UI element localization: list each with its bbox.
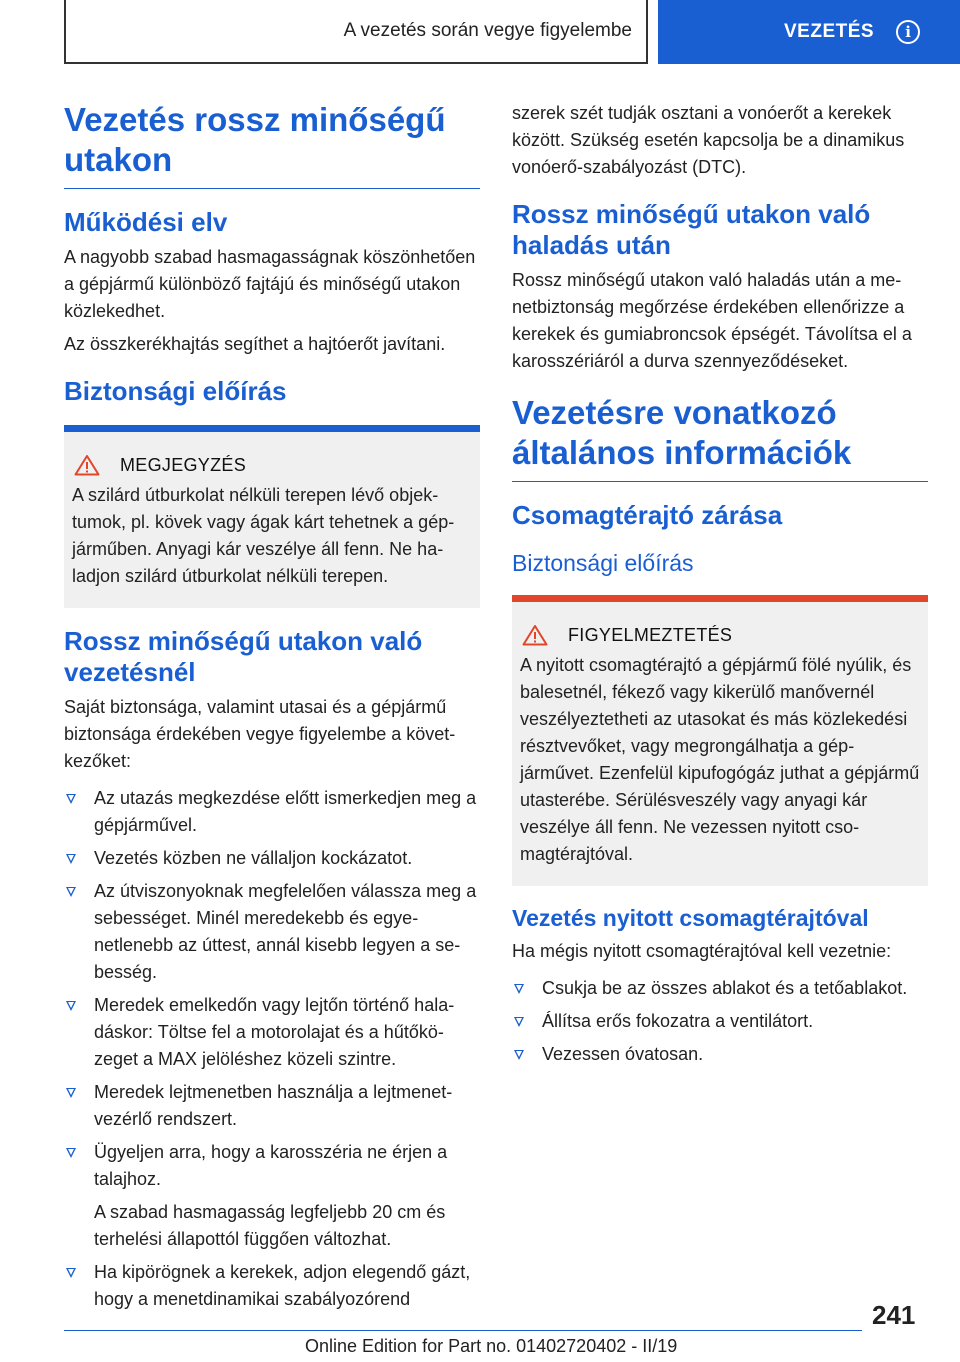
list-item: Meredek lejtmenetben használja a lejtmenetvezérlő rendszert. (64, 1079, 480, 1133)
paragraph-safety-intro: Saját biztonsága, valamint utasai és a gépjármű biztonsága érdekében vegye figyelembe a következőket: (64, 697, 456, 771)
notice-text: A szilárd útburkolat nélküli terepen lévő objektumok, pl. kövek vagy ágak kárt tehetnek a gépjárműben. Anyagi kár veszélye áll fenn. Ne haladjon szilárd útburkolat nélküli terepen. (72, 485, 455, 586)
paragraph-continued: szerek szét tudják osztani a vonóerőt a kerekek között. Szükség esetén kapcsolja be a dinamikus vonóerő-szabályozást (DTC). (512, 103, 905, 177)
heading-closing-tailgate: Csomagtérajtó zárása (512, 500, 783, 530)
list-item: Az utazás megkezdése előtt ismerkedjen meg a gépjárművel. (64, 785, 480, 839)
bullet-triangle-icon (66, 854, 76, 864)
info-icon[interactable]: i (896, 20, 920, 44)
bullet-triangle-icon (514, 984, 524, 994)
list-item: Ha kipörögnek a kerekek, adjon elegendő gázt, hogy a menetdinamikai szabályozórend (64, 1259, 480, 1313)
list-item: Állítsa erős fokozatra a ventilátort. (512, 1008, 928, 1035)
list-item: Csukja be az összes ablakot és a tetőablakot. (512, 975, 928, 1002)
bullet-triangle-icon (66, 1001, 76, 1011)
heading-driving-rough-roads: Rossz minőségű utakon való vezetésnél (64, 626, 423, 687)
list-item: Ügyeljen arra, hogy a karosszéria ne érjen a talajhoz. A szabad hasmagasság legfeljebb 20 cm és terhelési állapottól függően változhat. (64, 1139, 480, 1253)
notice-box (64, 425, 480, 608)
warning-text: A nyitott csomagtérajtó a gépjármű fölé nyúlik, és balesetnél, fékező vagy kikerülő manővernél veszélyeztetheti az utasokat és más közlekedési résztvevőket, vagy megrongálhatja a gépjárművet. Ezenfelül kipufogógáz juthat a gépjármű utasterébe. Sérülésveszély vagy anyagi kár veszélye áll fenn. Ne vezessen nyitott csomagtérajtóval. (520, 655, 920, 864)
left-column (64, 100, 480, 1319)
bullet-triangle-icon (66, 1088, 76, 1098)
warning-triangle-icon (522, 624, 548, 646)
footer-divider (64, 1330, 862, 1331)
paragraph-ground-clearance: A nagyobb szabad hasmagasságnak köszönhetően a gépjármű különböző fajtájú és minőségű utakon közlekedhet. (64, 247, 476, 321)
paragraph-after-rough-roads: Rossz minőségű utakon való haladás után a menetbiztonság megőrzése érdekében ellenőrizze a kerekek és gumiabroncsok épségét. Távolítsa el a karosszériáról a durva szennyeződéseket. (512, 270, 912, 371)
heading-operating-principle: Működési elv (64, 207, 228, 237)
list-item: Vezessen óvatosan. (512, 1041, 928, 1068)
subheading-open-tailgate: Vezetés nyitott csomagtérajtóval (512, 905, 869, 931)
right-column (512, 100, 928, 1074)
list-item: Vezetés közben ne vállaljon kockázatot. (64, 845, 480, 872)
heading-after-rough-roads: Rossz minőségű utakon való haladás után (512, 199, 871, 260)
bullet-triangle-icon (514, 1050, 524, 1060)
bullet-triangle-icon (66, 1268, 76, 1278)
heading-rough-roads: Vezetés rossz minőségű utakon (64, 100, 480, 189)
warning-box (512, 595, 928, 886)
heading-safety-note: Biztonsági előírás (64, 376, 287, 406)
list-item: Meredek emelkedőn vagy lejtőn történő haladáskor: Töltse fel a motorolajat és a hűtőközeget a MAX jelöléshez közeli szintre. (64, 992, 480, 1073)
list-item: Az útviszonyoknak megfelelően válassza meg a sebességet. Minél meredekebb és egyenetlenebb az úttest, annál kisebb legyen a sebesség. (64, 878, 480, 986)
header-section-title: A vezetés során vegye figyelembe (343, 20, 632, 41)
bullet-list-rough-roads (64, 785, 480, 1313)
subheading-safety-note: Biztonsági előírás (512, 550, 694, 576)
notice-label: MEGJEGYZÉS (120, 454, 247, 475)
footer-edition: Online Edition for Part no. 01402720402 - II/19 (305, 1336, 678, 1356)
header-section-box (64, 0, 648, 64)
bullet-list-open-tailgate (512, 975, 928, 1068)
bullet-triangle-icon (66, 1148, 76, 1158)
header-chapter-title: VEZETÉS (784, 21, 875, 42)
bullet-triangle-icon (66, 794, 76, 804)
warning-triangle-icon (74, 454, 100, 476)
paragraph-all-wheel-drive: Az összkerékhajtás segíthet a hajtóerőt javítani. (64, 334, 446, 354)
heading-general-info: Vezetésre vonatkozó általános információk (512, 393, 928, 482)
bullet-extra-text: A szabad hasmagasság legfeljebb 20 cm és terhelési állapottól függően változhat. (94, 1202, 446, 1249)
warning-label: FIGYELMEZTETÉS (568, 624, 733, 645)
header-chapter-box (658, 0, 960, 64)
page-number: 241 (872, 1300, 916, 1330)
paragraph-open-tailgate: Ha mégis nyitott csomagtérajtóval kell vezetnie: (512, 941, 892, 961)
bullet-triangle-icon (514, 1017, 524, 1027)
bullet-triangle-icon (66, 887, 76, 897)
